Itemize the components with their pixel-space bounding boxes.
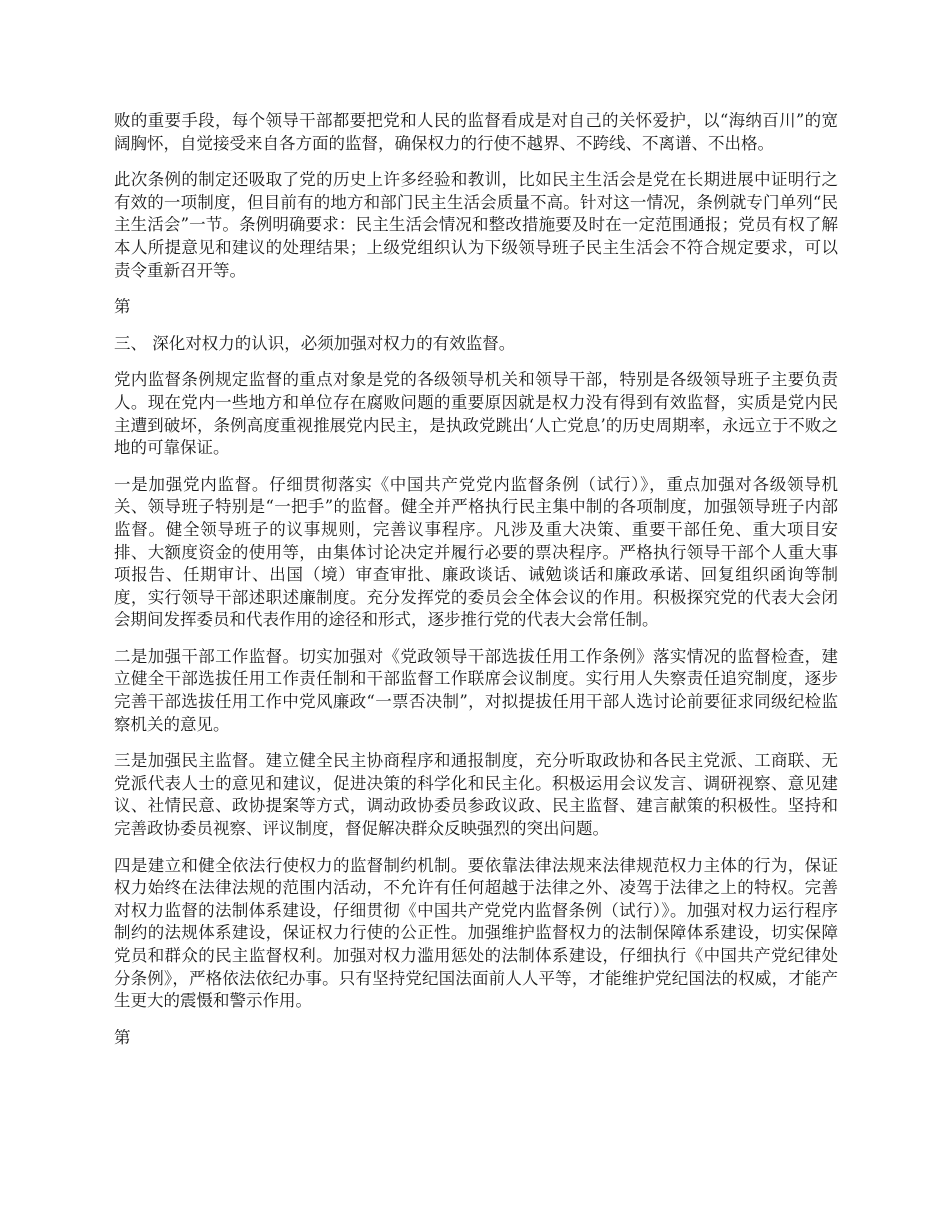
paragraph-fragment-end: 第	[114, 1027, 131, 1047]
paragraph-point-three: 三是加强民主监督。建立健全民主协商程序和通报制度，充分听取政协和各民主党派、工商联、无党派代表人士的意见和建议，促进决策的科学化和民主化。积极运用会议发言、调研视察、意见建议、社情民意、政协提案等方式，调动政协委员参政议政、民主监督、建言献策的积极性。坚持和完善政协委员视察、评议制度，督促解决群众反映强烈的突出问题。	[114, 751, 838, 839]
paragraph-point-one: 一是加强党内监督。仔细贯彻落实《中国共产党党内监督条例（试行）》，重点加强对各级领导机关、领导班子特别是“一把手”的监督。健全并严格执行民主集中制的各项制度，加强领导班子内部监督。健全领导班子的议事规则，完善议事程序。凡涉及重大决策、重要干部任免、重大项目安排、大额度资金的使用等，由集体讨论决定并履行必要的票决程序。严格执行领导干部个人重大事项报告、任期审计、出国（境）审查审批、廉政谈话、诫勉谈话和廉政承诺、回复组织函询等制度，实行领导干部述职述廉制度。充分发挥党的委员会全体会议的作用。积极探究党的代表大会闭会期间发挥委员和代表作用的途径和形式，逐步推行党的代表大会常任制。	[114, 474, 838, 630]
paragraph-intro-continuation: 败的重要手段，每个领导干部都要把党和人民的监督看成是对自己的关怀爱护，以“海纳百川”的宽阔胸怀，自觉接受来自各方面的监督，确保权力的行使不越界、不跨线、不离谱、不出格。	[114, 111, 838, 153]
document-body	[114, 110, 838, 1063]
paragraph-point-two: 二是加强干部工作监督。切实加强对《党政领导干部选拔任用工作条例》落实情况的监督检查，建立健全干部选拔任用工作责任制和干部监督工作联席会议制度。实行用人失察责任追究制度，逐步完善干部选拔任用工作中党风廉政“一票否决制”，对拟提拔任用干部人选讨论前要征求同级纪检监察机关的意见。	[114, 646, 838, 734]
paragraph-democratic-life-meeting: 此次条例的制定还吸取了党的历史上许多经验和教训，比如民主生活会是党在长期进展中证明行之有效的一项制度，但目前有的地方和部门民主生活会质量不高。针对这一情况，条例就专门单列“民主生活会”一节。条例明确要求：民主生活会情况和整改措施要及时在一定范围通报；党员有权了解本人所提意见和建议的处理结果；上级党组织认为下级领导班子民主生活会不符合规定要求，可以责令重新召开等。	[114, 170, 838, 280]
section-heading-three: 三、 深化对权力的认识，必须加强对权力的有效监督。	[114, 333, 516, 353]
paragraph-supervision-focus: 党内监督条例规定监督的重点对象是党的各级领导机关和领导干部，特别是各级领导班子主要负责人。现在党内一些地方和单位存在腐败问题的重要原因就是权力没有得到有效监督，实质是党内民主遭到破坏，条例高度重视推展党内民主，是执政党跳出‘人亡党息’的历史周期率，永远立于不败之地的可靠保证。	[114, 370, 838, 458]
paragraph-point-four: 四是建立和健全依法行使权力的监督制约机制。要依靠法律法规来法律规范权力主体的行为，保证权力始终在法律法规的范围内活动，不允许有任何超越于法律之外、凌驾于法律之上的特权。完善对权力监督的法制体系建设，仔细贯彻《中国共产党党内监督条例（试行）》。加强对权力运行程序制约的法规体系建设，保证权力行使的公正性。加强维护监督权力的法制保障体系建设，切实保障党员和群众的民主监督权利。加强对权力滥用惩处的法制体系建设，仔细执行《中国共产党纪律处分条例》，严格依法依纪办事。只有坚持党纪国法面前人人平等，才能维护党纪国法的权威，才能产生更大的震慑和警示作用。	[114, 855, 838, 1011]
paragraph-fragment: 第	[114, 297, 131, 317]
